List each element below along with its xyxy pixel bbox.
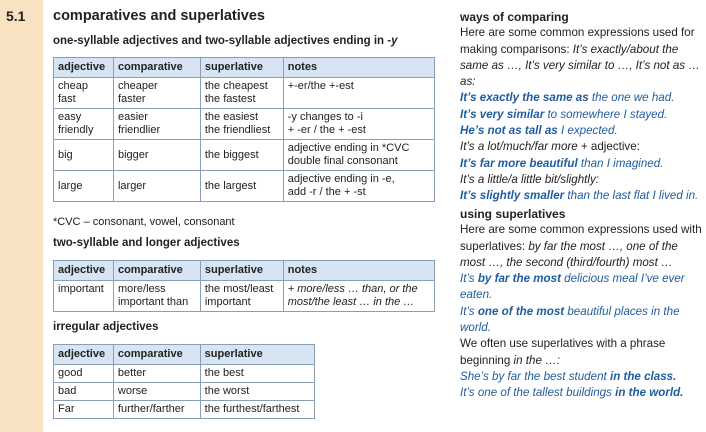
cell-line: the easiest <box>204 111 259 123</box>
cell-line: double final consonant <box>287 155 398 167</box>
cell-superlative: the best <box>200 365 314 383</box>
example-bold: in the class. <box>609 369 677 383</box>
cell-line: + more/less … than, or the <box>287 283 418 295</box>
example-bold: one of the most <box>477 304 565 318</box>
example-pre: It’s <box>460 304 478 318</box>
cell-adjective: important <box>54 281 114 312</box>
cell-comparative: better <box>113 365 200 383</box>
example-bold: by far the most <box>477 272 561 286</box>
ways-of-comparing-section <box>460 9 704 205</box>
col-superlative: superlative <box>200 261 283 281</box>
table-row <box>54 401 315 419</box>
example-pre: She’s by far the best student <box>460 369 610 383</box>
section-sidebar <box>0 0 43 432</box>
cell-superlative: the biggest <box>200 140 283 171</box>
table-one-syllable <box>53 57 435 202</box>
example-line <box>460 90 704 106</box>
cell-comparative: bigger <box>113 140 200 171</box>
cell-comparative: further/farther <box>113 401 200 419</box>
superlatives-intro-expressions: by far the most …, one of the most …, the second (third/fourth) most … <box>460 239 678 269</box>
cell-adjective: Far <box>54 401 114 419</box>
cell-line: important than <box>117 296 189 308</box>
cell-line: faster <box>117 93 146 105</box>
cell-line: the friendliest <box>204 124 271 136</box>
little-slightly-line <box>460 172 704 188</box>
col-notes: notes <box>283 58 434 78</box>
cell-line: adjective ending in *CVC <box>287 142 410 154</box>
cell-superlative: the worst <box>200 383 314 401</box>
table-row <box>54 281 435 312</box>
cell-line: important <box>204 296 251 308</box>
phrase-line <box>460 336 704 369</box>
example-bold: He’s not as tall as <box>460 124 558 138</box>
example-line <box>460 107 704 123</box>
example-line <box>460 369 704 385</box>
cell-line: the most/least <box>204 283 274 295</box>
col-notes: notes <box>283 261 434 281</box>
col-comparative: comparative <box>113 58 200 78</box>
col-adjective: adjective <box>54 58 114 78</box>
ways-heading: ways of comparing <box>460 10 569 24</box>
example-rest: beautiful places in the world. <box>460 304 680 335</box>
table-row <box>54 109 435 140</box>
cell-line: cheaper <box>117 80 158 92</box>
little-slightly-italic: It’s a little/a little bit/slightly: <box>460 172 599 186</box>
cell-notes <box>283 109 434 140</box>
table-row <box>54 78 435 109</box>
table1-heading <box>53 35 397 47</box>
cell-notes <box>283 78 434 109</box>
cell-adjective <box>54 109 114 140</box>
ways-intro-plain: Here are some common expressions used for making comparisons: <box>460 26 695 56</box>
table-row <box>54 383 315 401</box>
using-superlatives-section <box>460 206 704 402</box>
example-rest: than the last flat I lived in. <box>564 189 699 203</box>
cell-adjective: big <box>54 140 114 171</box>
cell-adjective: bad <box>54 383 114 401</box>
table-longer-adjectives <box>53 260 435 312</box>
example-line <box>460 385 704 401</box>
cell-comparative <box>113 78 200 109</box>
cell-comparative <box>113 281 200 312</box>
cell-comparative: worse <box>113 383 200 401</box>
cell-line: easier <box>117 111 148 123</box>
page-title: comparatives and superlatives <box>53 8 265 24</box>
col-comparative: comparative <box>113 345 200 365</box>
example-rest: I expected. <box>557 124 618 138</box>
lot-much-far-line <box>460 139 704 155</box>
example-line <box>460 156 704 172</box>
cvc-footnote: *CVC – consonant, vowel, consonant <box>53 216 235 228</box>
example-pre: It’s <box>460 272 478 286</box>
cell-notes <box>283 281 434 312</box>
example-line <box>460 304 704 337</box>
cell-line: -y changes to -i <box>287 111 363 123</box>
lot-much-far-plain: + adjective: <box>577 140 640 154</box>
example-rest: than I imagined. <box>577 156 664 170</box>
example-line <box>460 123 704 139</box>
example-pre: It’s one of the tallest buildings <box>460 386 616 400</box>
cell-line: adjective ending in -e, <box>287 173 395 185</box>
example-rest: delicious meal I’ve ever eaten. <box>460 272 685 302</box>
superlatives-intro-plain: Here are some common expressions used with superlatives: <box>460 223 702 253</box>
table-row <box>54 171 435 202</box>
example-bold: It’s exactly the same as <box>460 91 589 105</box>
cell-line: the fastest <box>204 93 256 105</box>
ways-intro-expressions: It’s exactly/about the same as …, It’s very similar to …, It’s not as … as: <box>460 42 700 89</box>
cell-adjective: large <box>54 171 114 202</box>
section-number: 5.1 <box>6 8 26 24</box>
cell-superlative <box>200 78 283 109</box>
cell-line: the cheapest <box>204 80 268 92</box>
cell-comparative: larger <box>113 171 200 202</box>
example-bold: It’s far more beautiful <box>460 156 578 170</box>
example-line <box>460 271 704 304</box>
lot-much-far-italic: It’s a lot/much/far more <box>460 140 578 154</box>
example-bold: It’s very similar <box>460 107 545 121</box>
table1-heading-suffix: -y <box>387 35 398 47</box>
cell-line: easy <box>58 111 82 123</box>
cell-notes <box>283 171 434 202</box>
example-rest: to somewhere I stayed. <box>544 107 668 121</box>
superlatives-heading: using superlatives <box>460 207 566 221</box>
example-rest: the one we had. <box>588 91 675 105</box>
col-superlative: superlative <box>200 345 314 365</box>
cell-line: fast <box>58 93 76 105</box>
table-header-row <box>54 58 435 78</box>
cell-line: most/the least … in the … <box>287 296 415 308</box>
cell-notes <box>283 140 434 171</box>
ways-intro <box>460 25 704 90</box>
table-header-row <box>54 345 315 365</box>
table-row <box>54 140 435 171</box>
cell-line: more/less <box>117 283 166 295</box>
table-header-row <box>54 261 435 281</box>
cell-line: + -er / the + -est <box>287 124 366 136</box>
cell-line: friendlier <box>117 124 161 136</box>
col-adjective: adjective <box>54 261 114 281</box>
example-bold: in the world. <box>615 386 684 400</box>
cell-superlative: the furthest/farthest <box>200 401 314 419</box>
example-line <box>460 188 704 204</box>
table3-heading: irregular adjectives <box>53 321 159 333</box>
cell-line: +-er/the +-est <box>287 80 354 92</box>
phrase-italic: in the …: <box>513 353 560 367</box>
cell-line: add -r / the + -st <box>287 186 366 198</box>
col-adjective: adjective <box>54 345 114 365</box>
col-comparative: comparative <box>113 261 200 281</box>
superlatives-intro <box>460 222 704 271</box>
cell-superlative <box>200 281 283 312</box>
cell-adjective: good <box>54 365 114 383</box>
table-irregular <box>53 344 315 419</box>
cell-superlative: the largest <box>200 171 283 202</box>
cell-comparative <box>113 109 200 140</box>
table-row <box>54 365 315 383</box>
table1-heading-text: one-syllable adjectives and two-syllable adjectives ending in <box>53 35 388 47</box>
table2-heading: two-syllable and longer adjectives <box>53 237 240 249</box>
cell-adjective <box>54 78 114 109</box>
col-superlative: superlative <box>200 58 283 78</box>
cell-superlative <box>200 109 283 140</box>
example-bold: It’s slightly smaller <box>460 189 565 203</box>
phrase-plain: We often use superlatives with a phrase beginning <box>460 337 666 367</box>
cell-line: friendly <box>58 124 94 136</box>
cell-line: cheap <box>58 80 88 92</box>
